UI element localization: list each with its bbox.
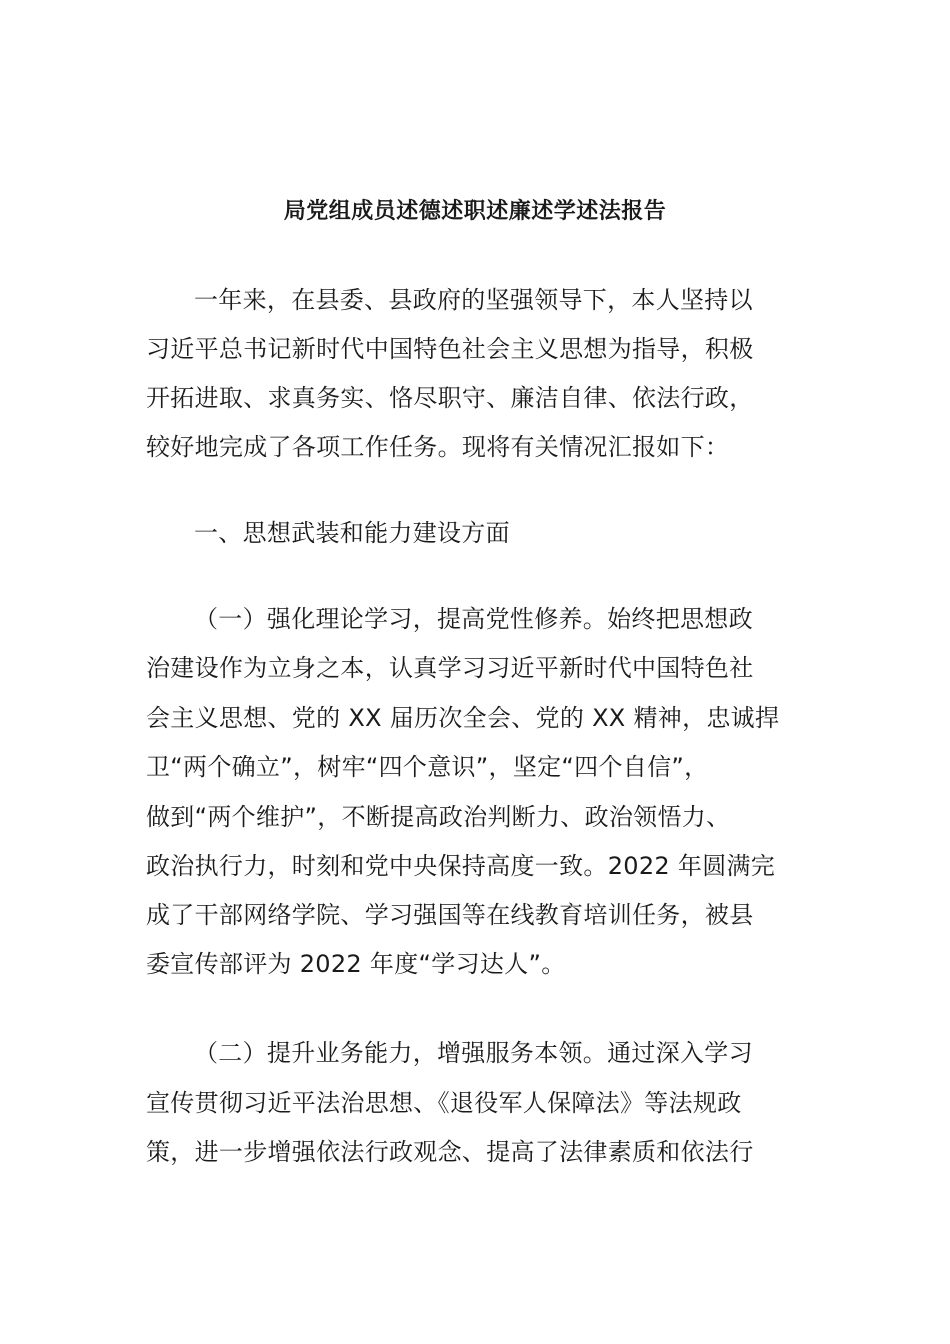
document-title: 局党组成员述德述职述廉述学述法报告: [283, 199, 667, 224]
paragraph-1-line-3: 开拓进取、求真务实、恪尽职守、廉洁自律、依法行政，: [146, 384, 754, 412]
paragraph-1-line-4: 较好地完成了各项工作任务。现将有关情况汇报如下：: [146, 433, 730, 461]
paragraph-4-line-2: 宣传贯彻习近平法治思想、《退役军人保障法》等法规政: [146, 1089, 742, 1117]
paragraph-3-line-3: 会主义思想、党的 XX 届历次全会、党的 XX 精神，忠诚捍: [146, 704, 780, 732]
paragraph-3-line-4: 卫“两个确立”，树牢“四个意识”，坚定“四个自信”，: [146, 753, 709, 781]
paragraph-1-line-1: 一年来，在县委、县政府的坚强领导下，本人坚持以: [194, 286, 753, 314]
paragraph-3-line-8: 委宣传部评为 2022 年度“学习达人”。: [146, 950, 566, 978]
paragraph-3-line-5: 做到“两个维护”，不断提高政治判断力、政治领悟力、: [146, 803, 731, 831]
paragraph-4-line-1: （二）提升业务能力，增强服务本领。通过深入学习: [194, 1039, 753, 1067]
paragraph-3-line-2: 治建设作为立身之本，认真学习习近平新时代中国特色社: [146, 654, 754, 682]
paragraph-3-line-7: 成了干部网络学院、学习强国等在线教育培训任务，被县: [146, 901, 754, 929]
paragraph-4-line-3: 策，进一步增强依法行政观念、提高了法律素质和依法行: [146, 1138, 754, 1166]
paragraph-1-line-2: 习近平总书记新时代中国特色社会主义思想为指导，积极: [146, 335, 754, 363]
paragraph-3-line-6: 政治执行力，时刻和党中央保持高度一致。2022 年圆满完: [146, 852, 776, 880]
section-heading-1: 一、思想武装和能力建设方面: [194, 519, 510, 547]
paragraph-3-line-1: （一）强化理论学习，提高党性修养。始终把思想政: [194, 605, 753, 633]
